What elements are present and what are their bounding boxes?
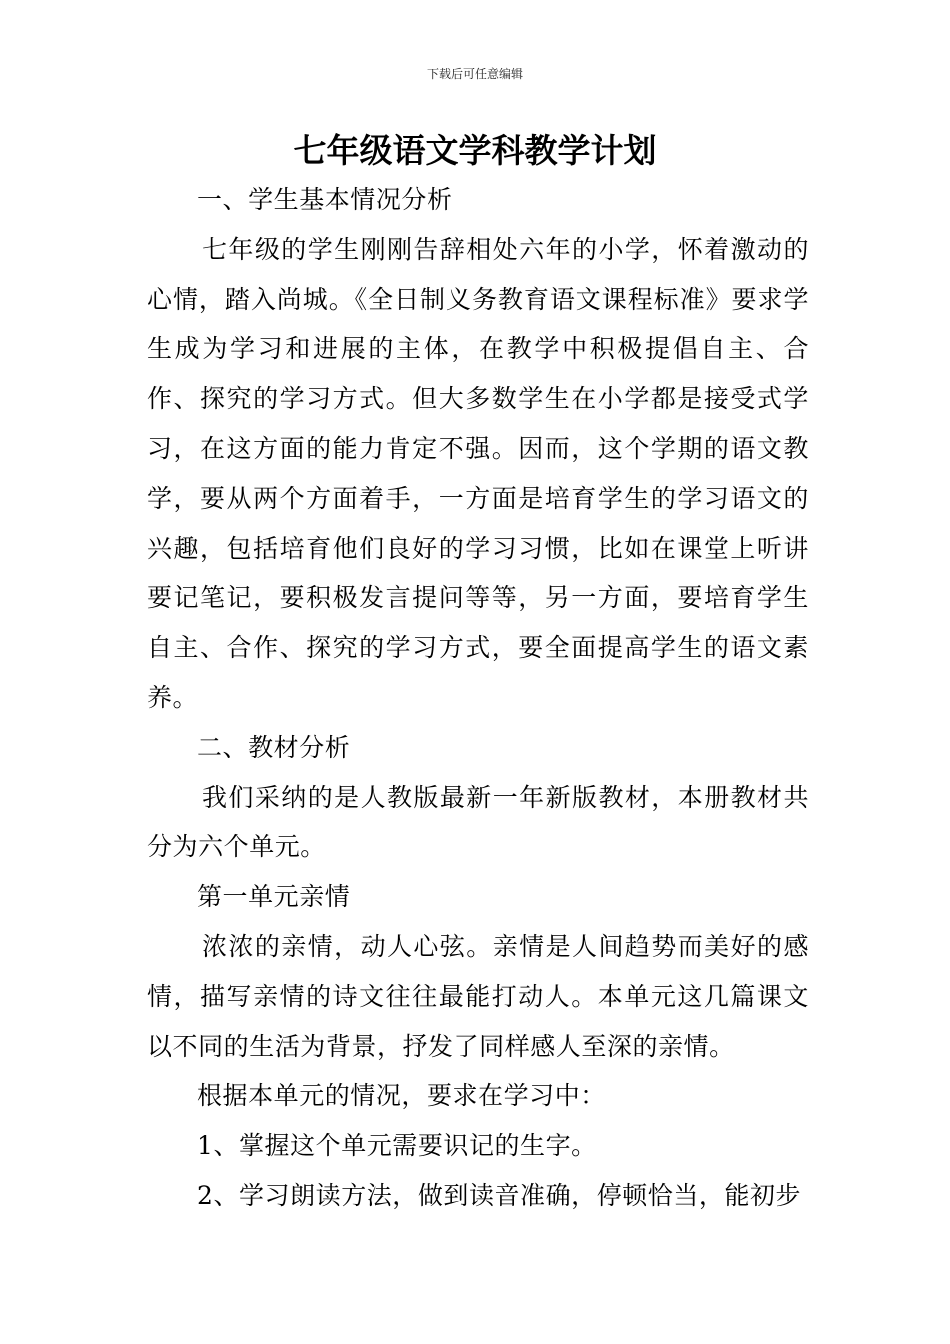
paragraph-student-analysis: 七年级的学生刚刚告辞相处六年的小学，怀着激动的心情，踏入尚城。《全日制义务教育语文课程标准》要求学生成为学习和进展的主体，在教学中积极提倡自主、合作、探究的学习方式。但大多数学生在小学都是接受式学习，在这方面的能力肯定不强。因而，这个学期的语文教学，要从两个方面着手，一方面是培育学生的学习语文的兴趣，包括培育他们良好的学习习惯，比如在课堂上听讲要记笔记，要积极发言提问等等，另一方面，要培育学生自主、合作、探究的学习方式，要全面提高学生的语文素养。 bbox=[147, 234, 809, 712]
requirement-item-2: 2、学习朗读方法，做到读音准确，停顿恰当，能初步 bbox=[197, 1180, 802, 1210]
section-heading-student-analysis: 一、学生基本情况分析 bbox=[197, 185, 453, 214]
requirement-item-1: 1、掌握这个单元需要识记的生字。 bbox=[197, 1131, 597, 1161]
section-heading-textbook-analysis: 二、教材分析 bbox=[197, 732, 351, 762]
document-body bbox=[147, 175, 809, 1221]
document-title: 七年级语文学科教学计划 bbox=[293, 131, 657, 170]
unit-heading-family-love: 第一单元亲情 bbox=[197, 882, 351, 912]
requirements-intro: 根据本单元的情况，要求在学习中： bbox=[197, 1081, 606, 1111]
paragraph-textbook-analysis: 我们采纳的是人教版最新一年新版教材，本册教材共分为六个单元。 bbox=[147, 782, 809, 862]
header-note: 下载后可任意编辑 bbox=[426, 67, 523, 81]
paragraph-unit-family-love: 浓浓的亲情，动人心弦。亲情是人间趋势而美好的感情，描写亲情的诗文往往最能打动人。本单元这几篇课文以不同的生活为背景，抒发了同样感人至深的亲情。 bbox=[147, 931, 809, 1061]
